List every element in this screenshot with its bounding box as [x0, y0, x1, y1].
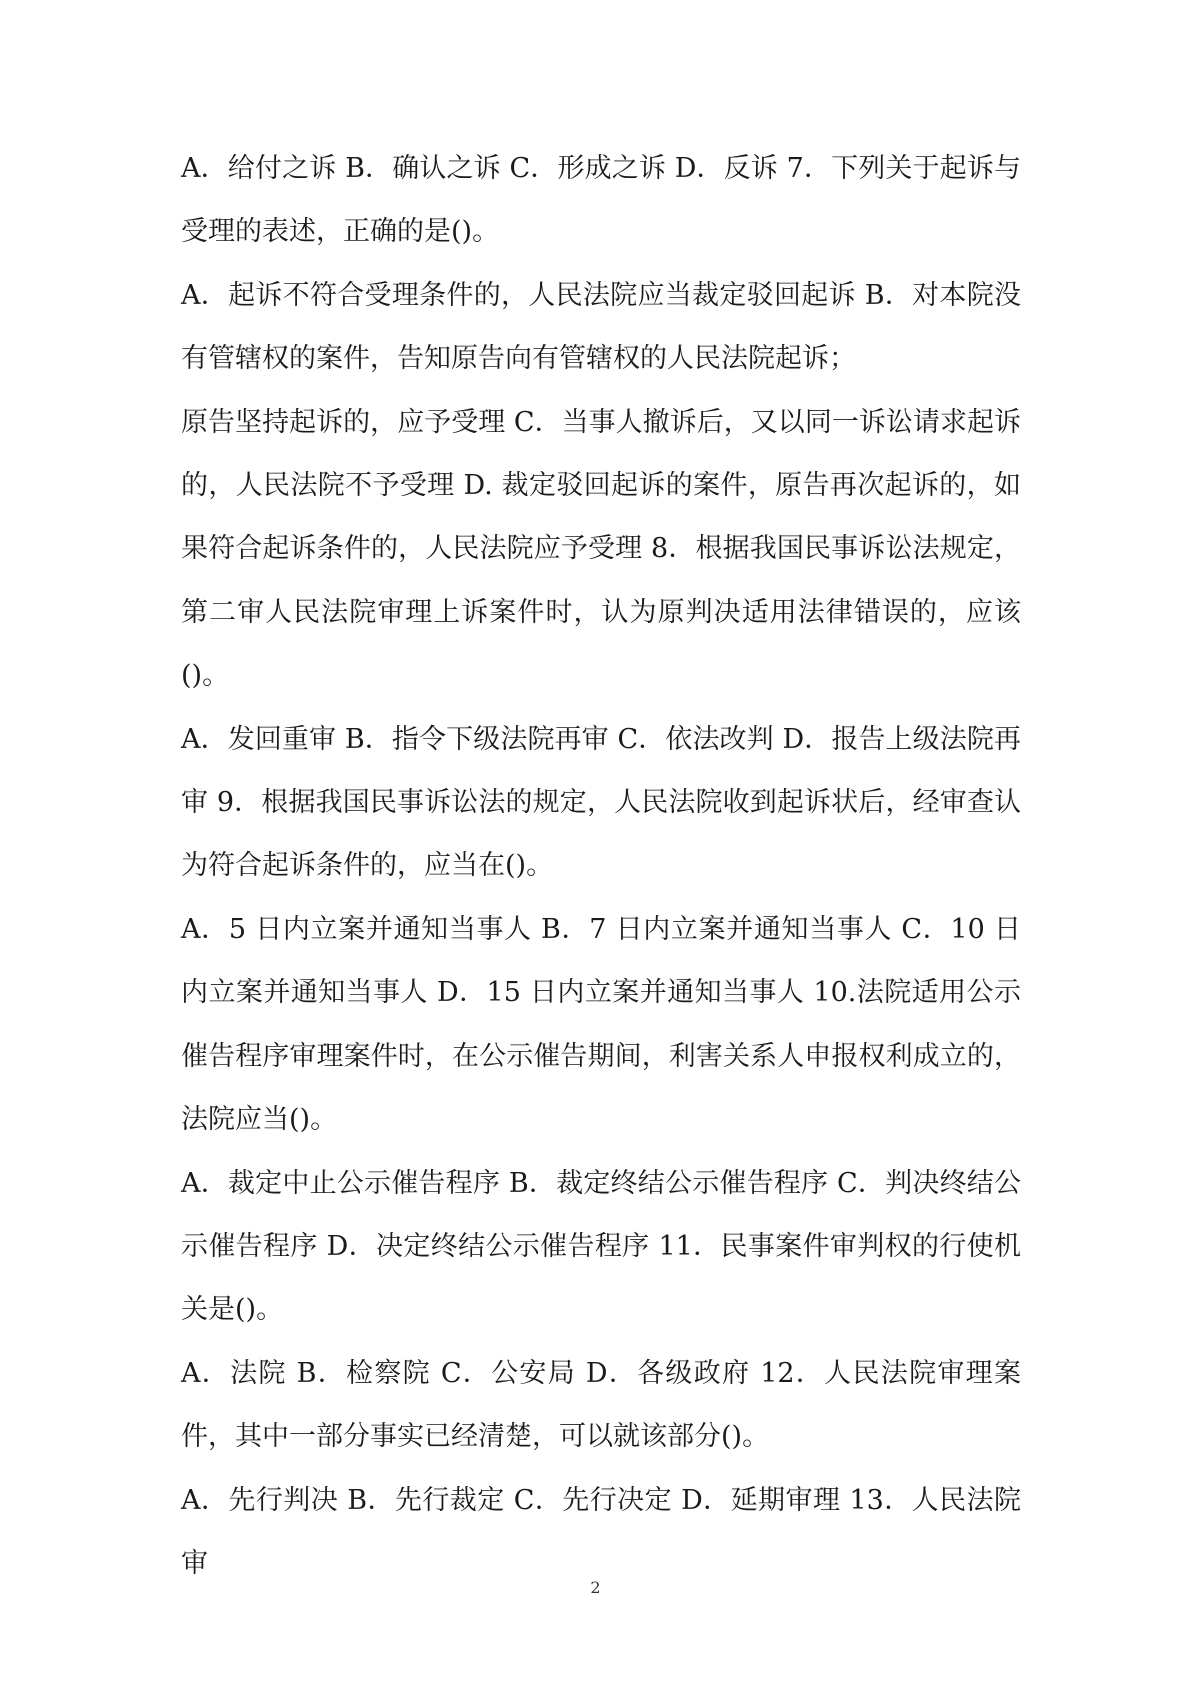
paragraph: A．起诉不符合受理条件的，人民法院应当裁定驳回起诉 B．对本院没有管辖权的案件，告知原告向有管辖权的人民法院起诉；	[181, 279, 1021, 375]
paragraph: A．发回重审 B．指令下级法院再审 C．依法改判 D．报告上级法院再审 9．根据我国民事诉讼法的规定，人民法院收到起诉状后，经审查认为符合起诉条件的，应当在()。	[181, 723, 1021, 882]
paragraph: A．法院 B．检察院 C．公安局 D．各级政府 12．人民法院审理案件，其中一部分事实已经清楚，可以就该部分()。	[181, 1357, 1021, 1453]
paragraph: A．先行判决 B．先行裁定 C．先行决定 D．延期审理 13．人民法院审	[181, 1484, 1021, 1579]
paragraph: A．裁定中止公示催告程序 B．裁定终结公示催告程序 C．判决终结公示催告程序 D．决定终结公示催告程序 11．民事案件审判权的行使机关是()。	[181, 1167, 1021, 1326]
document-body	[181, 137, 1021, 1595]
page-number: 2	[590, 1578, 601, 1597]
paragraph: A．5 日内立案并通知当事人 B．7 日内立案并通知当事人 C．10 日内立案并通知当事人 D．15 日内立案并通知当事人 10.法院适用公示催告程序审理案件时，在公示催告期间，利害关系人申报权利成立的，法院应当()。	[181, 913, 1021, 1136]
paragraph: A．给付之诉 B．确认之诉 C．形成之诉 D．反诉 7．下列关于起诉与受理的表述，正确的是()。	[181, 153, 1021, 248]
paragraph: 原告坚持起诉的，应予受理 C．当事人撤诉后，又以同一诉讼请求起诉的，人民法院不予受理 D. 裁定驳回起诉的案件，原告再次起诉的，如果符合起诉条件的，人民法院应予受理 8．根据我国民事诉讼法规定，第二审人民法院审理上诉案件时，认为原判决适用法律错误的，应该()。	[181, 406, 1021, 692]
